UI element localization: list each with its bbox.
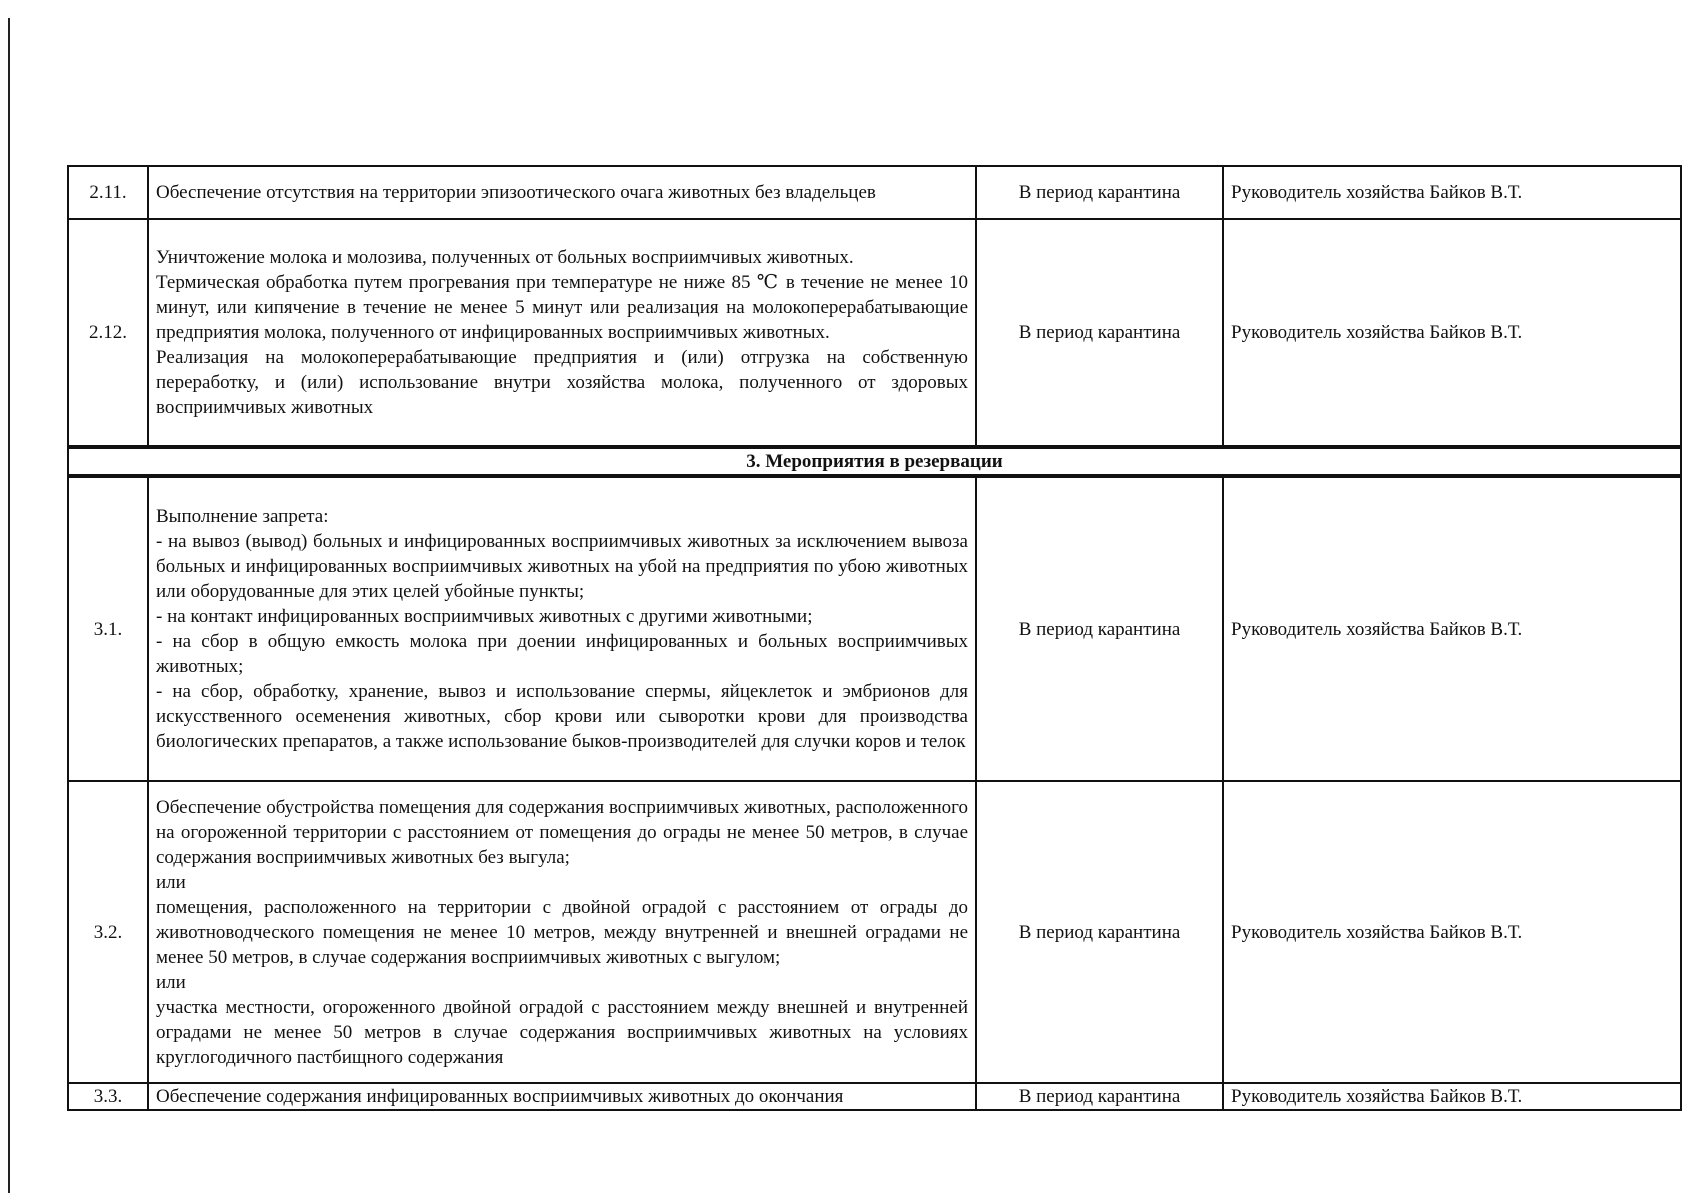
row-number: 3.2. xyxy=(68,781,148,1083)
table-row xyxy=(68,781,1681,1083)
section-title: 3. Мероприятия в резервации xyxy=(68,447,1681,476)
measure-description xyxy=(148,1083,976,1110)
measure-description xyxy=(148,781,976,1083)
period-cell: В период карантина xyxy=(976,1083,1223,1110)
responsible-cell: Руководитель хозяйства Байков В.Т. xyxy=(1223,781,1681,1083)
table-row xyxy=(68,166,1681,219)
section-header-row xyxy=(68,447,1681,476)
period-cell: В период карантина xyxy=(976,781,1223,1083)
description-line: Обеспечение содержания инфицированных восприимчивых животных до окончания xyxy=(156,1086,844,1107)
row-number: 2.11. xyxy=(68,166,148,219)
table-row xyxy=(68,1083,1681,1110)
description-line: - на вывоз (вывод) больных и инфицированных восприимчивых животных за исключением вывоза больных и инфицированных восприимчивых животных на убой на предприятия по убою животных или оборудованные для этих целей убойные пункты; xyxy=(156,531,968,602)
responsible-cell: Руководитель хозяйства Байков В.Т. xyxy=(1223,166,1681,219)
description-line: - на сбор в общую емкость молока при доении инфицированных и больных восприимчивых животных; xyxy=(156,631,968,677)
table-row xyxy=(68,219,1681,447)
description-line: Реализация на молокоперерабатывающие предприятия и (или) отгрузка на собственную переработку, и (или) использование внутри хозяйства молока, полученного от здоровых восприимчивых животных xyxy=(156,347,968,418)
period-cell: В период карантина xyxy=(976,166,1223,219)
row-number: 3.3. xyxy=(68,1083,148,1110)
measures-table xyxy=(67,165,1682,1111)
description-line: или xyxy=(156,971,186,993)
responsible-cell: Руководитель хозяйства Байков В.Т. xyxy=(1223,219,1681,447)
period-cell: В период карантина xyxy=(976,219,1223,447)
table-row xyxy=(68,476,1681,781)
description-line: - на сбор, обработку, хранение, вывоз и использование спермы, яйцеклеток и эмбрионов для искусственного осеменения животных, сбор крови или сыворотки крови для производства биологических препаратов, а также использование быков-производителей для случки коров и телок xyxy=(156,681,968,752)
description-line: Выполнение запрета: xyxy=(156,506,329,527)
period-cell: В период карантина xyxy=(976,476,1223,781)
description-line: или xyxy=(156,871,186,893)
description-line: Уничтожение молока и молозива, полученных от больных восприимчивых животных. xyxy=(156,247,854,268)
measure-description xyxy=(148,476,976,781)
measure-description xyxy=(148,166,976,219)
measure-description xyxy=(148,219,976,447)
description-line: - на контакт инфицированных восприимчивых животных с другими животными; xyxy=(156,606,813,627)
description-line: Обеспечение обустройства помещения для содержания восприимчивых животных, расположенного на огороженной территории с расстоянием от помещения до ограды не менее 50 метров, в случае содержания восприимчивых животных без выгула; xyxy=(156,796,968,868)
responsible-cell: Руководитель хозяйства Байков В.Т. xyxy=(1223,476,1681,781)
page-left-edge xyxy=(8,18,10,1193)
description-line: Обеспечение отсутствия на территории эпизоотического очага животных без владельцев xyxy=(156,182,876,203)
responsible-cell: Руководитель хозяйства Байков В.Т. xyxy=(1223,1083,1681,1110)
description-line: помещения, расположенного на территории с двойной оградой с расстоянием от ограды до животноводческого помещения не менее 10 метров, между внутренней и внешней оградами не менее 50 метров, в случае содержания восприимчивых животных с выгулом; xyxy=(156,896,968,968)
row-number: 2.12. xyxy=(68,219,148,447)
description-line: Термическая обработка путем прогревания при температуре не ниже 85 ℃ в течение не менее 10 минут, или кипячение в течение не менее 5 минут или реализация на молокоперерабатывающие предприятия молока, полученного от инфицированных восприимчивых животных. xyxy=(156,272,968,343)
description-line: участка местности, огороженного двойной оградой с расстоянием между внешней и внутренней оградами не менее 50 метров в случае содержания восприимчивых животных на условиях круглогодичного пастбищного содержания xyxy=(156,996,968,1068)
row-number: 3.1. xyxy=(68,476,148,781)
